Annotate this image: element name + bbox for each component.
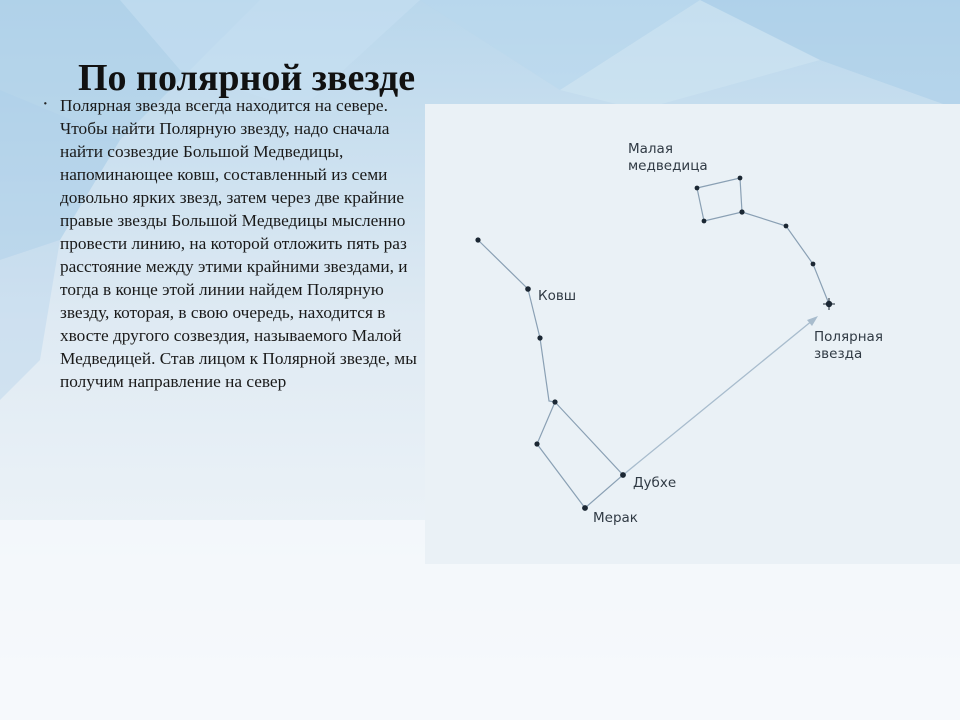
little-dipper-lines — [697, 178, 829, 304]
label-little-dipper-1: Малая — [628, 141, 673, 157]
star — [738, 176, 743, 181]
constellation-diagram — [425, 104, 960, 564]
star — [537, 335, 542, 340]
star-merak — [582, 505, 588, 511]
big-dipper-lines — [478, 240, 623, 508]
label-dipper: Ковш — [538, 288, 577, 304]
label-dubhe: Дубхе — [633, 475, 677, 491]
star — [811, 262, 816, 267]
label-merak: Мерак — [593, 510, 638, 526]
label-little-dipper-2: медведица — [628, 158, 708, 174]
star — [552, 399, 557, 404]
star — [695, 186, 700, 191]
star — [739, 209, 744, 214]
star — [475, 237, 480, 242]
star — [534, 441, 539, 446]
star — [525, 286, 531, 292]
star — [784, 224, 789, 229]
star-dubhe — [620, 472, 626, 478]
slide-body-text: Полярная звезда всегда находится на севере. Чтобы найти Полярную звезду, надо сначала найти созвездие Большой Медведицы, напоминающее ковш, составленный из семи довольно ярких звезд, затем через две крайние правые звезды Большой Медведицы мысленно провести линию, на которой отложить пять раз расстояние между этими крайними звездами, и тогда в конце этой линии найдем Полярную звезду, которая, в свою очередь, находится в хвосте другого созвездия, называемого Малой Медведицей. Став лицом к Полярной звезде, мы получим направление на север — [60, 96, 417, 391]
slide-title: По полярной звезде — [78, 57, 416, 99]
little-dipper-stars — [695, 176, 816, 267]
polaris-star-icon — [823, 298, 835, 310]
label-polaris-1: Полярная — [814, 329, 883, 345]
label-polaris-2: звезда — [814, 346, 863, 362]
big-dipper-stars — [475, 237, 626, 511]
star — [702, 219, 707, 224]
pointer-arrowhead — [807, 316, 818, 326]
pointer-line — [623, 320, 813, 475]
bullet-marker: · — [42, 93, 49, 115]
